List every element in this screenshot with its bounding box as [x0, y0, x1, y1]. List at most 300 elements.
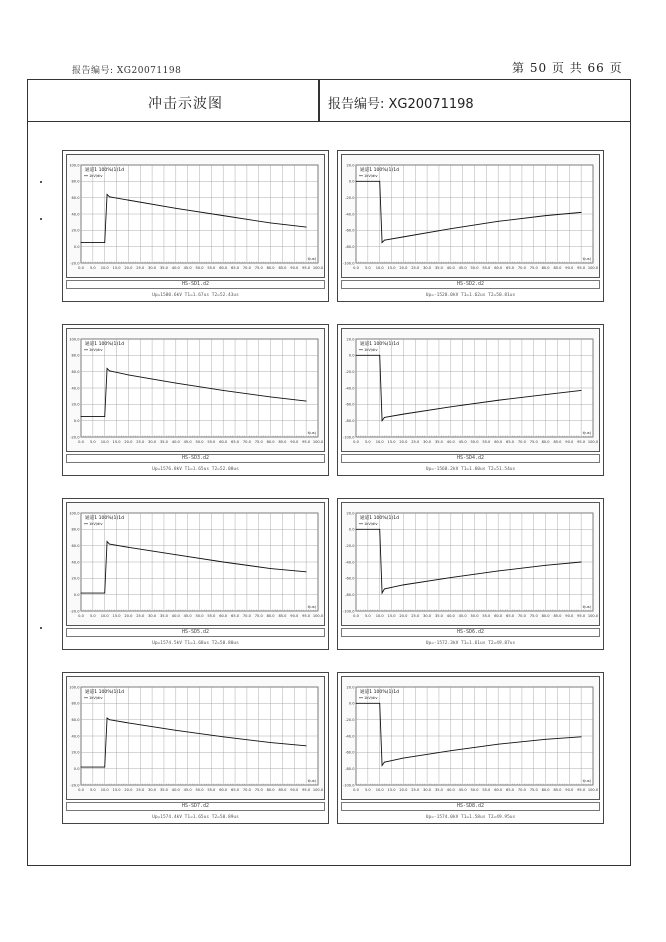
x-tick-label: 70.0: [517, 440, 526, 444]
y-tick-label: -60.0: [345, 576, 355, 581]
y-tick-label: 60.0: [71, 544, 80, 549]
x-tick-label: 55.0: [207, 788, 216, 792]
x-tick-label: 85.0: [553, 266, 562, 270]
y-tick-label: -80.0: [345, 593, 355, 598]
legend-entry: 1kV/div: [89, 174, 103, 178]
x-tick-label: 15.0: [387, 440, 396, 444]
x-tick-label: 10.0: [100, 614, 109, 618]
waveform-point: [128, 374, 129, 375]
waveform-point: [379, 529, 380, 530]
x-tick-label: 100.0: [587, 788, 599, 792]
waveform-point: [403, 584, 404, 585]
waveform-point: [175, 383, 176, 384]
measurement-caption: Up=1574.5kV T1=1.68us T2=50.80us: [152, 641, 239, 646]
x-tick-label: 85.0: [553, 788, 562, 792]
channel-title: 通道1 100%(1)1d: [360, 516, 400, 521]
x-tick-label: 85.0: [553, 440, 562, 444]
channel-title: 通道1 100%(1)1d: [85, 342, 125, 347]
y-tick-label: -100.0: [342, 783, 355, 788]
x-tick-label: 85.0: [553, 614, 562, 618]
legend-entry: 1kV/div: [364, 696, 378, 700]
waveform-point: [104, 242, 105, 243]
x-tick-label: 35.0: [159, 614, 168, 618]
y-tick-label: -40.0: [345, 386, 355, 391]
legend-entry: 1kV/div: [364, 522, 378, 526]
x-tick-label: 80.0: [541, 266, 550, 270]
x-tick-label: 35.0: [159, 788, 168, 792]
x-tick-label: 5.0: [89, 614, 96, 618]
y-tick-label: 20.0: [71, 228, 80, 233]
x-tick-label: 50.0: [195, 440, 204, 444]
x-tick-label: 40.0: [171, 440, 180, 444]
x-tick-label: 10.0: [375, 440, 384, 444]
x-tick-label: 90.0: [565, 266, 574, 270]
waveform-point: [581, 562, 582, 563]
waveform-point: [223, 736, 224, 737]
oscillogram-panel: [337, 150, 604, 302]
waveform-point: [223, 562, 224, 563]
x-tick-label: 25.0: [411, 266, 420, 270]
channel-title: 通道1 100%(1)1d: [360, 168, 400, 173]
waveform-point: [175, 554, 176, 555]
x-tick-label: 40.0: [446, 440, 455, 444]
x-tick-label: 25.0: [136, 788, 145, 792]
oscillogram-svg: [67, 329, 324, 451]
x-unit-label: t(us): [582, 779, 591, 783]
measurement-caption: Up=-1568.2kV T1=1.60us T2=51.54us: [425, 467, 516, 472]
x-tick-label: 65.0: [231, 440, 240, 444]
x-tick-label: 90.0: [290, 614, 299, 618]
waveform-point: [128, 547, 129, 548]
x-tick-label: 65.0: [231, 266, 240, 270]
waveform-point: [270, 742, 271, 743]
x-tick-label: 15.0: [112, 440, 121, 444]
y-tick-label: 40.0: [71, 386, 80, 391]
x-tick-label: 65.0: [506, 788, 515, 792]
x-tick-label: 55.0: [482, 266, 491, 270]
x-tick-label: 70.0: [517, 266, 526, 270]
y-tick-label: 0.0: [73, 593, 80, 598]
x-tick-label: 80.0: [266, 788, 275, 792]
oscillogram-svg: [342, 677, 599, 799]
waveform-point: [356, 529, 357, 530]
channel-title: 通道1 100%(1)1d: [85, 168, 125, 173]
x-tick-label: 45.0: [458, 440, 467, 444]
legend-entry: 1kV/div: [364, 174, 378, 178]
x-tick-label: 75.0: [529, 614, 538, 618]
y-tick-label: 20.0: [346, 511, 355, 516]
x-tick-label: 20.0: [124, 788, 133, 792]
measurement-caption: Up=-1528.0kV T1=1.62us T2=50.81us: [425, 293, 516, 298]
waveform-point: [450, 406, 451, 407]
y-tick-label: 80.0: [71, 527, 80, 532]
y-tick-label: -80.0: [345, 245, 355, 250]
x-tick-label: 50.0: [470, 440, 479, 444]
x-tick-label: 10.0: [375, 788, 384, 792]
y-tick-label: 60.0: [71, 370, 80, 375]
x-tick-label: 90.0: [290, 266, 299, 270]
x-tick-label: 50.0: [195, 614, 204, 618]
waveform-point: [223, 390, 224, 391]
oscillogram-plot: [66, 328, 325, 452]
waveform-point: [403, 758, 404, 759]
y-tick-label: 20.0: [346, 685, 355, 690]
x-tick-label: 30.0: [423, 440, 432, 444]
file-name-caption: HS-SD2.d2: [341, 280, 600, 289]
legend-entry: 1kV/div: [89, 696, 103, 700]
x-tick-label: 50.0: [470, 266, 479, 270]
oscillogram-svg: [342, 155, 599, 277]
x-tick-label: 75.0: [254, 614, 263, 618]
x-tick-label: 25.0: [136, 266, 145, 270]
waveform-point: [104, 593, 105, 594]
oscillogram-panel: [337, 498, 604, 650]
oscillogram-panel: [62, 324, 329, 476]
page-number-header: 第 50 页 共 66 页: [512, 61, 623, 75]
waveform-point: [223, 215, 224, 216]
x-tick-label: 65.0: [231, 614, 240, 618]
waveform-point: [450, 228, 451, 229]
waveform-point: [109, 719, 110, 720]
oscillogram-svg: [67, 677, 324, 799]
x-tick-label: 0.0: [353, 266, 359, 270]
x-tick-label: 0.0: [78, 614, 84, 618]
y-tick-label: 100.0: [69, 163, 80, 168]
x-tick-label: 55.0: [482, 788, 491, 792]
oscillogram-panel: [62, 150, 329, 302]
y-tick-label: 60.0: [71, 196, 80, 201]
file-name-caption: HS-SD8.d2: [341, 802, 600, 811]
x-tick-label: 75.0: [254, 440, 263, 444]
x-tick-label: 65.0: [506, 614, 515, 618]
waveform-point: [384, 240, 385, 241]
report-number-header: 报告编号: XG20071198: [72, 66, 182, 76]
waveform-point: [545, 394, 546, 395]
x-tick-label: 15.0: [387, 788, 396, 792]
oscillogram-plot: [341, 676, 600, 800]
x-tick-label: 80.0: [266, 440, 275, 444]
waveform-point: [384, 762, 385, 763]
channel-title: 通道1 100%(1)1d: [360, 690, 400, 695]
waveform-point: [382, 420, 383, 421]
waveform-point: [498, 571, 499, 572]
x-tick-label: 100.0: [587, 614, 599, 618]
waveform-point: [104, 416, 105, 417]
x-tick-label: 30.0: [423, 614, 432, 618]
waveform-point: [581, 212, 582, 213]
waveform-point: [107, 541, 108, 542]
y-tick-label: -40.0: [345, 734, 355, 739]
waveform-point: [356, 181, 357, 182]
x-tick-label: 45.0: [183, 266, 192, 270]
x-tick-label: 45.0: [458, 788, 467, 792]
x-tick-label: 70.0: [242, 614, 251, 618]
x-tick-label: 10.0: [100, 440, 109, 444]
waveform-point: [81, 767, 82, 768]
waveform-point: [450, 750, 451, 751]
x-tick-label: 20.0: [124, 266, 133, 270]
measurement-caption: Up=-1572.3kV T1=1.61us T2=49.87us: [425, 641, 516, 646]
x-tick-label: 30.0: [148, 788, 157, 792]
x-tick-label: 60.0: [219, 788, 228, 792]
waveform-point: [545, 565, 546, 566]
x-tick-label: 30.0: [423, 788, 432, 792]
x-tick-label: 60.0: [219, 614, 228, 618]
waveform-point: [109, 544, 110, 545]
oscillogram-plot: [341, 154, 600, 278]
x-tick-label: 95.0: [577, 440, 586, 444]
x-tick-label: 45.0: [183, 788, 192, 792]
x-tick-label: 5.0: [364, 614, 371, 618]
y-tick-label: -60.0: [345, 228, 355, 233]
y-tick-label: 60.0: [71, 718, 80, 723]
waveform-point: [128, 722, 129, 723]
waveform-point: [545, 739, 546, 740]
x-tick-label: 40.0: [171, 788, 180, 792]
y-tick-label: 0.0: [348, 701, 355, 706]
x-tick-label: 5.0: [364, 266, 371, 270]
x-tick-label: 35.0: [159, 266, 168, 270]
x-tick-label: 45.0: [183, 440, 192, 444]
y-tick-label: -40.0: [345, 560, 355, 565]
x-tick-label: 65.0: [506, 266, 515, 270]
x-tick-label: 100.0: [587, 266, 599, 270]
x-unit-label: t(us): [307, 605, 316, 609]
x-tick-label: 40.0: [446, 614, 455, 618]
y-tick-label: 20.0: [346, 337, 355, 342]
oscillogram-panel: [337, 324, 604, 476]
x-tick-label: 10.0: [375, 614, 384, 618]
x-tick-label: 70.0: [242, 440, 251, 444]
waveform-point: [104, 767, 105, 768]
oscillogram-plot: [66, 502, 325, 626]
measurement-caption: Up=1580.6kV T1=1.67us T2=52.43us: [152, 293, 239, 298]
oscillogram-panel: [337, 672, 604, 824]
waveform-point: [498, 744, 499, 745]
y-tick-label: 20.0: [71, 576, 80, 581]
waveform-point: [384, 417, 385, 418]
y-tick-label: -20.0: [70, 783, 80, 788]
y-tick-label: -100.0: [342, 435, 355, 440]
x-tick-label: 90.0: [565, 440, 574, 444]
y-tick-label: 0.0: [348, 179, 355, 184]
y-tick-label: -60.0: [345, 750, 355, 755]
waveform-point: [379, 703, 380, 704]
x-tick-label: 70.0: [517, 788, 526, 792]
y-tick-label: 20.0: [71, 402, 80, 407]
y-tick-label: -20.0: [70, 261, 80, 266]
x-tick-label: 55.0: [207, 440, 216, 444]
waveform-point: [356, 355, 357, 356]
y-tick-label: -20.0: [70, 609, 80, 614]
y-tick-label: 0.0: [73, 419, 80, 424]
y-tick-label: -20.0: [345, 544, 355, 549]
file-name-caption: HS-SD6.d2: [341, 628, 600, 637]
oscillogram-plot: [66, 154, 325, 278]
x-tick-label: 90.0: [290, 788, 299, 792]
x-tick-label: 40.0: [171, 266, 180, 270]
channel-title: 通道1 100%(1)1d: [360, 342, 400, 347]
legend-entry: 1kV/div: [89, 348, 103, 352]
y-tick-label: -20.0: [345, 718, 355, 723]
x-tick-label: 90.0: [565, 614, 574, 618]
x-tick-label: 75.0: [529, 266, 538, 270]
x-tick-label: 95.0: [302, 788, 311, 792]
x-tick-label: 15.0: [387, 614, 396, 618]
channel-title: 通道1 100%(1)1d: [85, 516, 125, 521]
y-tick-label: 80.0: [71, 353, 80, 358]
x-tick-label: 30.0: [148, 440, 157, 444]
x-tick-label: 30.0: [148, 266, 157, 270]
x-tick-label: 85.0: [278, 788, 287, 792]
x-tick-label: 75.0: [529, 440, 538, 444]
x-tick-label: 0.0: [78, 440, 84, 444]
waveform-point: [109, 370, 110, 371]
x-tick-label: 20.0: [399, 788, 408, 792]
x-tick-label: 40.0: [446, 788, 455, 792]
oscillogram-panel: [62, 672, 329, 824]
oscillogram-plot: [341, 502, 600, 626]
x-tick-label: 65.0: [231, 788, 240, 792]
x-tick-label: 60.0: [219, 440, 228, 444]
x-tick-label: 10.0: [100, 266, 109, 270]
y-tick-label: -100.0: [342, 609, 355, 614]
x-tick-label: 70.0: [517, 614, 526, 618]
y-tick-label: 20.0: [346, 163, 355, 168]
x-tick-label: 85.0: [278, 440, 287, 444]
oscillogram-svg: [342, 503, 599, 625]
y-tick-label: 40.0: [71, 212, 80, 217]
x-unit-label: t(us): [307, 779, 316, 783]
waveform-point: [306, 401, 307, 402]
x-tick-label: 15.0: [112, 266, 121, 270]
file-name-caption: HS-SD1.d2: [66, 280, 325, 289]
x-tick-label: 60.0: [494, 614, 503, 618]
x-tick-label: 55.0: [482, 614, 491, 618]
x-tick-label: 15.0: [112, 614, 121, 618]
y-tick-label: -20.0: [345, 370, 355, 375]
x-tick-label: 35.0: [434, 440, 443, 444]
x-tick-label: 55.0: [207, 614, 216, 618]
x-tick-label: 65.0: [506, 440, 515, 444]
x-tick-label: 35.0: [434, 266, 443, 270]
x-tick-label: 5.0: [364, 788, 371, 792]
waveform-point: [581, 390, 582, 391]
y-tick-label: 0.0: [73, 245, 80, 250]
x-tick-label: 0.0: [353, 614, 359, 618]
waveform-point: [306, 571, 307, 572]
x-tick-label: 55.0: [207, 266, 216, 270]
y-tick-label: 0.0: [348, 353, 355, 358]
x-tick-label: 75.0: [529, 788, 538, 792]
y-tick-label: -60.0: [345, 402, 355, 407]
x-tick-label: 0.0: [353, 788, 359, 792]
report-number-title: 报告编号: XG20071198: [328, 97, 474, 112]
x-tick-label: 60.0: [494, 266, 503, 270]
y-tick-label: -20.0: [345, 196, 355, 201]
x-unit-label: t(us): [307, 257, 316, 261]
x-unit-label: t(us): [582, 257, 591, 261]
x-tick-label: 50.0: [195, 788, 204, 792]
oscillogram-plot: [66, 676, 325, 800]
waveform-point: [109, 196, 110, 197]
x-unit-label: t(us): [582, 431, 591, 435]
x-tick-label: 35.0: [434, 614, 443, 618]
waveform-point: [450, 577, 451, 578]
x-tick-label: 40.0: [446, 266, 455, 270]
waveform-point: [270, 397, 271, 398]
title-divider: [318, 80, 320, 122]
waveform-point: [81, 242, 82, 243]
x-tick-label: 95.0: [302, 440, 311, 444]
title-row: [28, 80, 630, 122]
x-tick-label: 15.0: [112, 788, 121, 792]
waveform-point: [382, 242, 383, 243]
x-tick-label: 60.0: [494, 788, 503, 792]
x-tick-label: 45.0: [458, 266, 467, 270]
waveform-point: [128, 200, 129, 201]
x-tick-label: 50.0: [195, 266, 204, 270]
x-tick-label: 100.0: [312, 788, 324, 792]
x-tick-label: 60.0: [219, 266, 228, 270]
waveform-point: [107, 194, 108, 195]
waveform-point: [270, 568, 271, 569]
waveform-point: [498, 400, 499, 401]
waveform-point: [306, 227, 307, 228]
waveform-point: [382, 765, 383, 766]
channel-title: 通道1 100%(1)1d: [85, 690, 125, 695]
x-tick-label: 90.0: [565, 788, 574, 792]
waveform-point: [81, 416, 82, 417]
y-tick-label: 0.0: [73, 767, 80, 772]
x-tick-label: 45.0: [458, 614, 467, 618]
waveform-point: [545, 215, 546, 216]
x-tick-label: 30.0: [423, 266, 432, 270]
x-tick-label: 70.0: [242, 788, 251, 792]
x-tick-label: 100.0: [587, 440, 599, 444]
x-tick-label: 80.0: [266, 614, 275, 618]
x-tick-label: 40.0: [171, 614, 180, 618]
measurement-caption: Up=-1574.0kV T1=1.58us T2=49.95us: [425, 815, 516, 820]
x-tick-label: 20.0: [399, 440, 408, 444]
section-title: 冲击示波图: [148, 96, 223, 112]
x-tick-label: 50.0: [470, 788, 479, 792]
measurement-caption: Up=1576.8kV T1=1.65us T2=52.08us: [152, 467, 239, 472]
x-tick-label: 95.0: [577, 788, 586, 792]
x-tick-label: 25.0: [411, 788, 420, 792]
waveform-point: [379, 181, 380, 182]
x-tick-label: 100.0: [312, 614, 324, 618]
x-tick-label: 60.0: [494, 440, 503, 444]
x-tick-label: 0.0: [78, 266, 84, 270]
file-name-caption: HS-SD3.d2: [66, 454, 325, 463]
x-tick-label: 80.0: [266, 266, 275, 270]
waveform-point: [107, 718, 108, 719]
y-tick-label: 100.0: [69, 337, 80, 342]
y-tick-label: -100.0: [342, 261, 355, 266]
x-tick-label: 45.0: [183, 614, 192, 618]
x-tick-label: 70.0: [242, 266, 251, 270]
x-tick-label: 100.0: [312, 266, 324, 270]
x-tick-label: 95.0: [577, 614, 586, 618]
x-tick-label: 100.0: [312, 440, 324, 444]
x-tick-label: 85.0: [278, 266, 287, 270]
y-tick-label: 0.0: [348, 527, 355, 532]
y-tick-label: 80.0: [71, 179, 80, 184]
waveform-point: [403, 236, 404, 237]
y-tick-label: 40.0: [71, 560, 80, 565]
y-tick-label: -80.0: [345, 419, 355, 424]
